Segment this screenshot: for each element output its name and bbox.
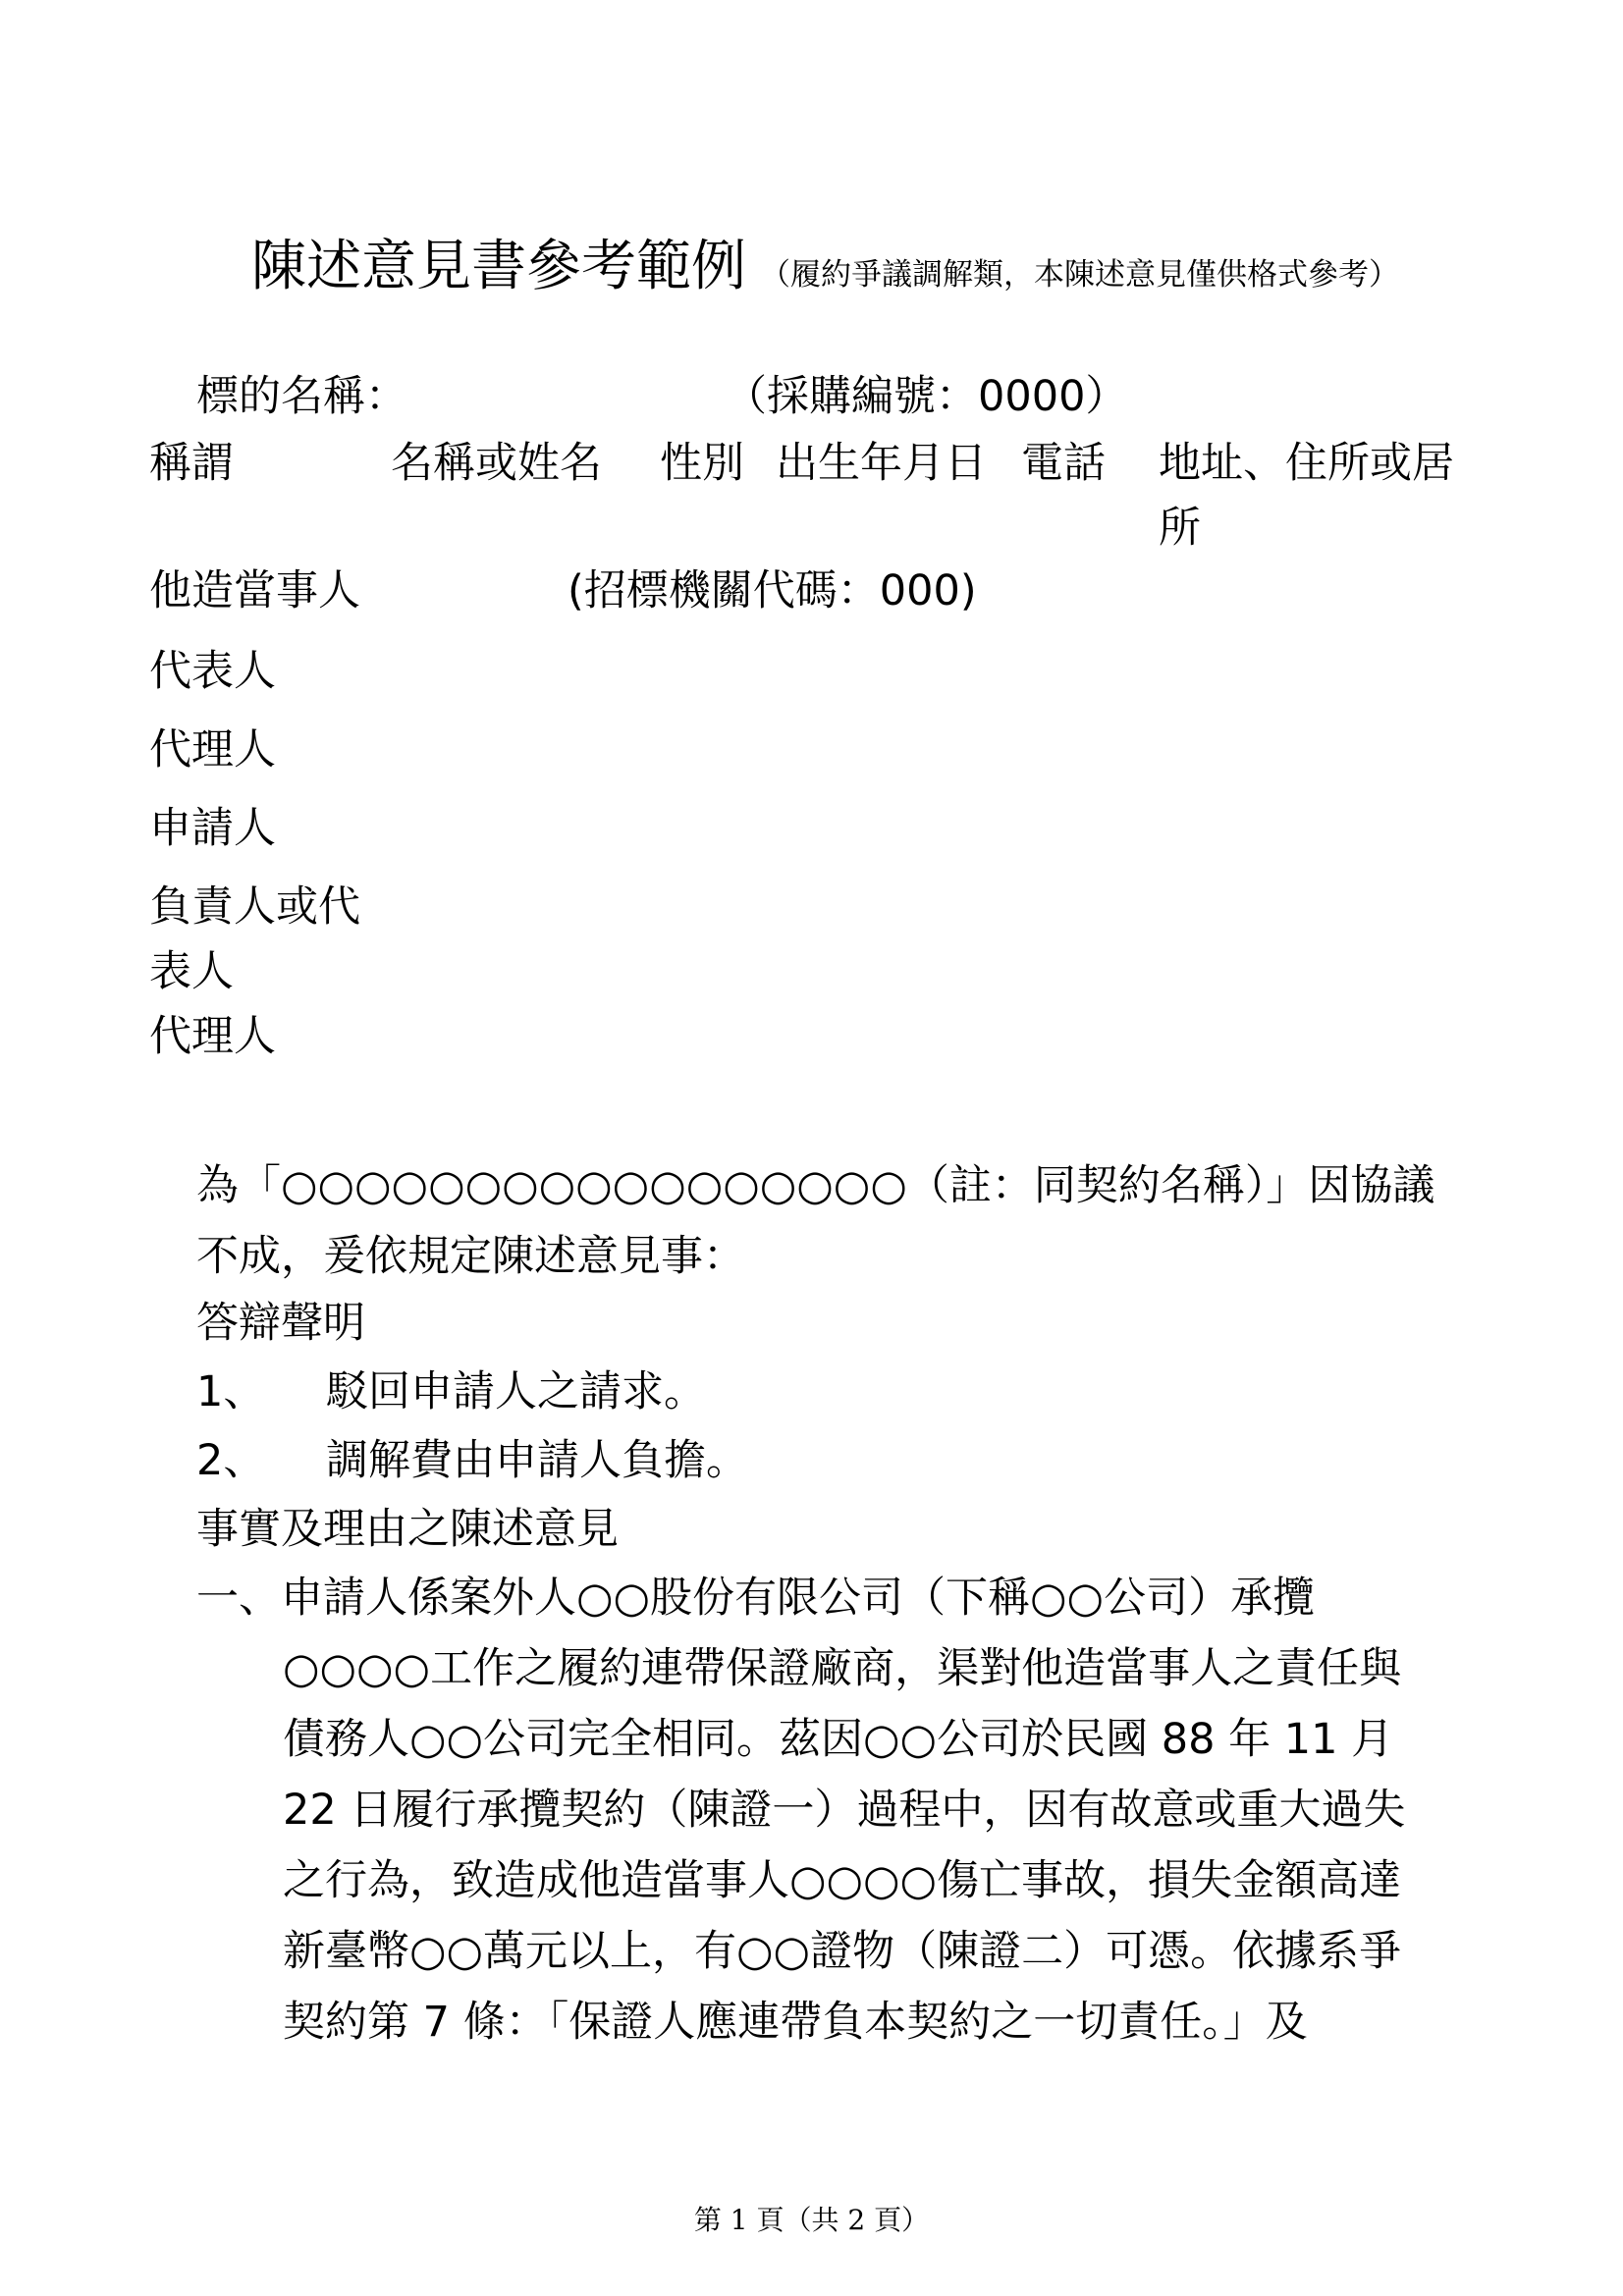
applicant-label: 申請人 (149, 804, 276, 853)
title-note: （履約爭議調解類，本陳述意見僅供格式參考） (760, 257, 1399, 293)
agency-code: (招標機關代碼：000) (568, 566, 977, 615)
header-title-col: 稱謂 (149, 439, 234, 488)
header-address-col-cont: 所 (1159, 504, 1201, 553)
item-number: 1、 (196, 1367, 266, 1416)
page-footer: 第 1 頁（共 2 頁） (693, 2204, 930, 2236)
facts-heading: 事實及理由之陳述意見 (196, 1505, 619, 1554)
facts-paragraph-1: 一、申請人係案外人○○股份有限公司（下稱○○公司）承攬○○○○工作之履約連帶保證廠商，渠對他造當事人之責任與債務人○○公司完全相同。茲因○○公司於民國 88 年 11 月 22 日履行承攬契約（陳證一）過程中，因有故意或重大過失之行為，致造成他造當事人○○○○傷亡事故，損失金額高達新臺幣○○萬元以上，有○○證物（陳證二）可憑。依據系爭契約第 7 條：「保證人應連帶負本契約之一切責任。」及 (196, 1574, 1406, 2047)
applicant-agent-label: 代理人 (149, 1012, 276, 1061)
header-gender-col: 性別 (660, 439, 744, 488)
defense-item-1 (196, 1357, 1443, 1427)
header-phone-col: 電話 (1021, 439, 1106, 488)
item-text: 調解費由申請人負擔。 (326, 1436, 748, 1485)
procurement-number: （採購編號：0000） (725, 372, 1128, 421)
header-birthdate-col: 出生年月日 (776, 439, 987, 488)
title-main: 陳述意見書參考範例 (251, 235, 746, 298)
defense-item-2 (196, 1425, 1443, 1496)
subject-label: 標的名稱： (196, 372, 407, 421)
responsible-person-label: 負責人或代 (149, 882, 360, 932)
header-address-col: 地址、住所或居 (1159, 439, 1454, 488)
defense-heading: 答辯聲明 (196, 1299, 365, 1348)
responsible-person-label-cont: 表人 (149, 947, 234, 996)
item-text: 駁回申請人之請求。 (326, 1367, 706, 1416)
agent-label: 代理人 (149, 725, 276, 774)
header-name-col: 名稱或姓名 (391, 439, 602, 488)
page-title (251, 228, 1399, 314)
item-number: 2、 (196, 1436, 266, 1485)
representative-label: 代表人 (149, 647, 276, 696)
counterparty-label: 他造當事人 (149, 566, 360, 615)
intro-paragraph: 為「○○○○○○○○○○○○○○○○○（註：同契約名稱）」因協議不成，爰依規定陳述意見事： (196, 1161, 1435, 1281)
